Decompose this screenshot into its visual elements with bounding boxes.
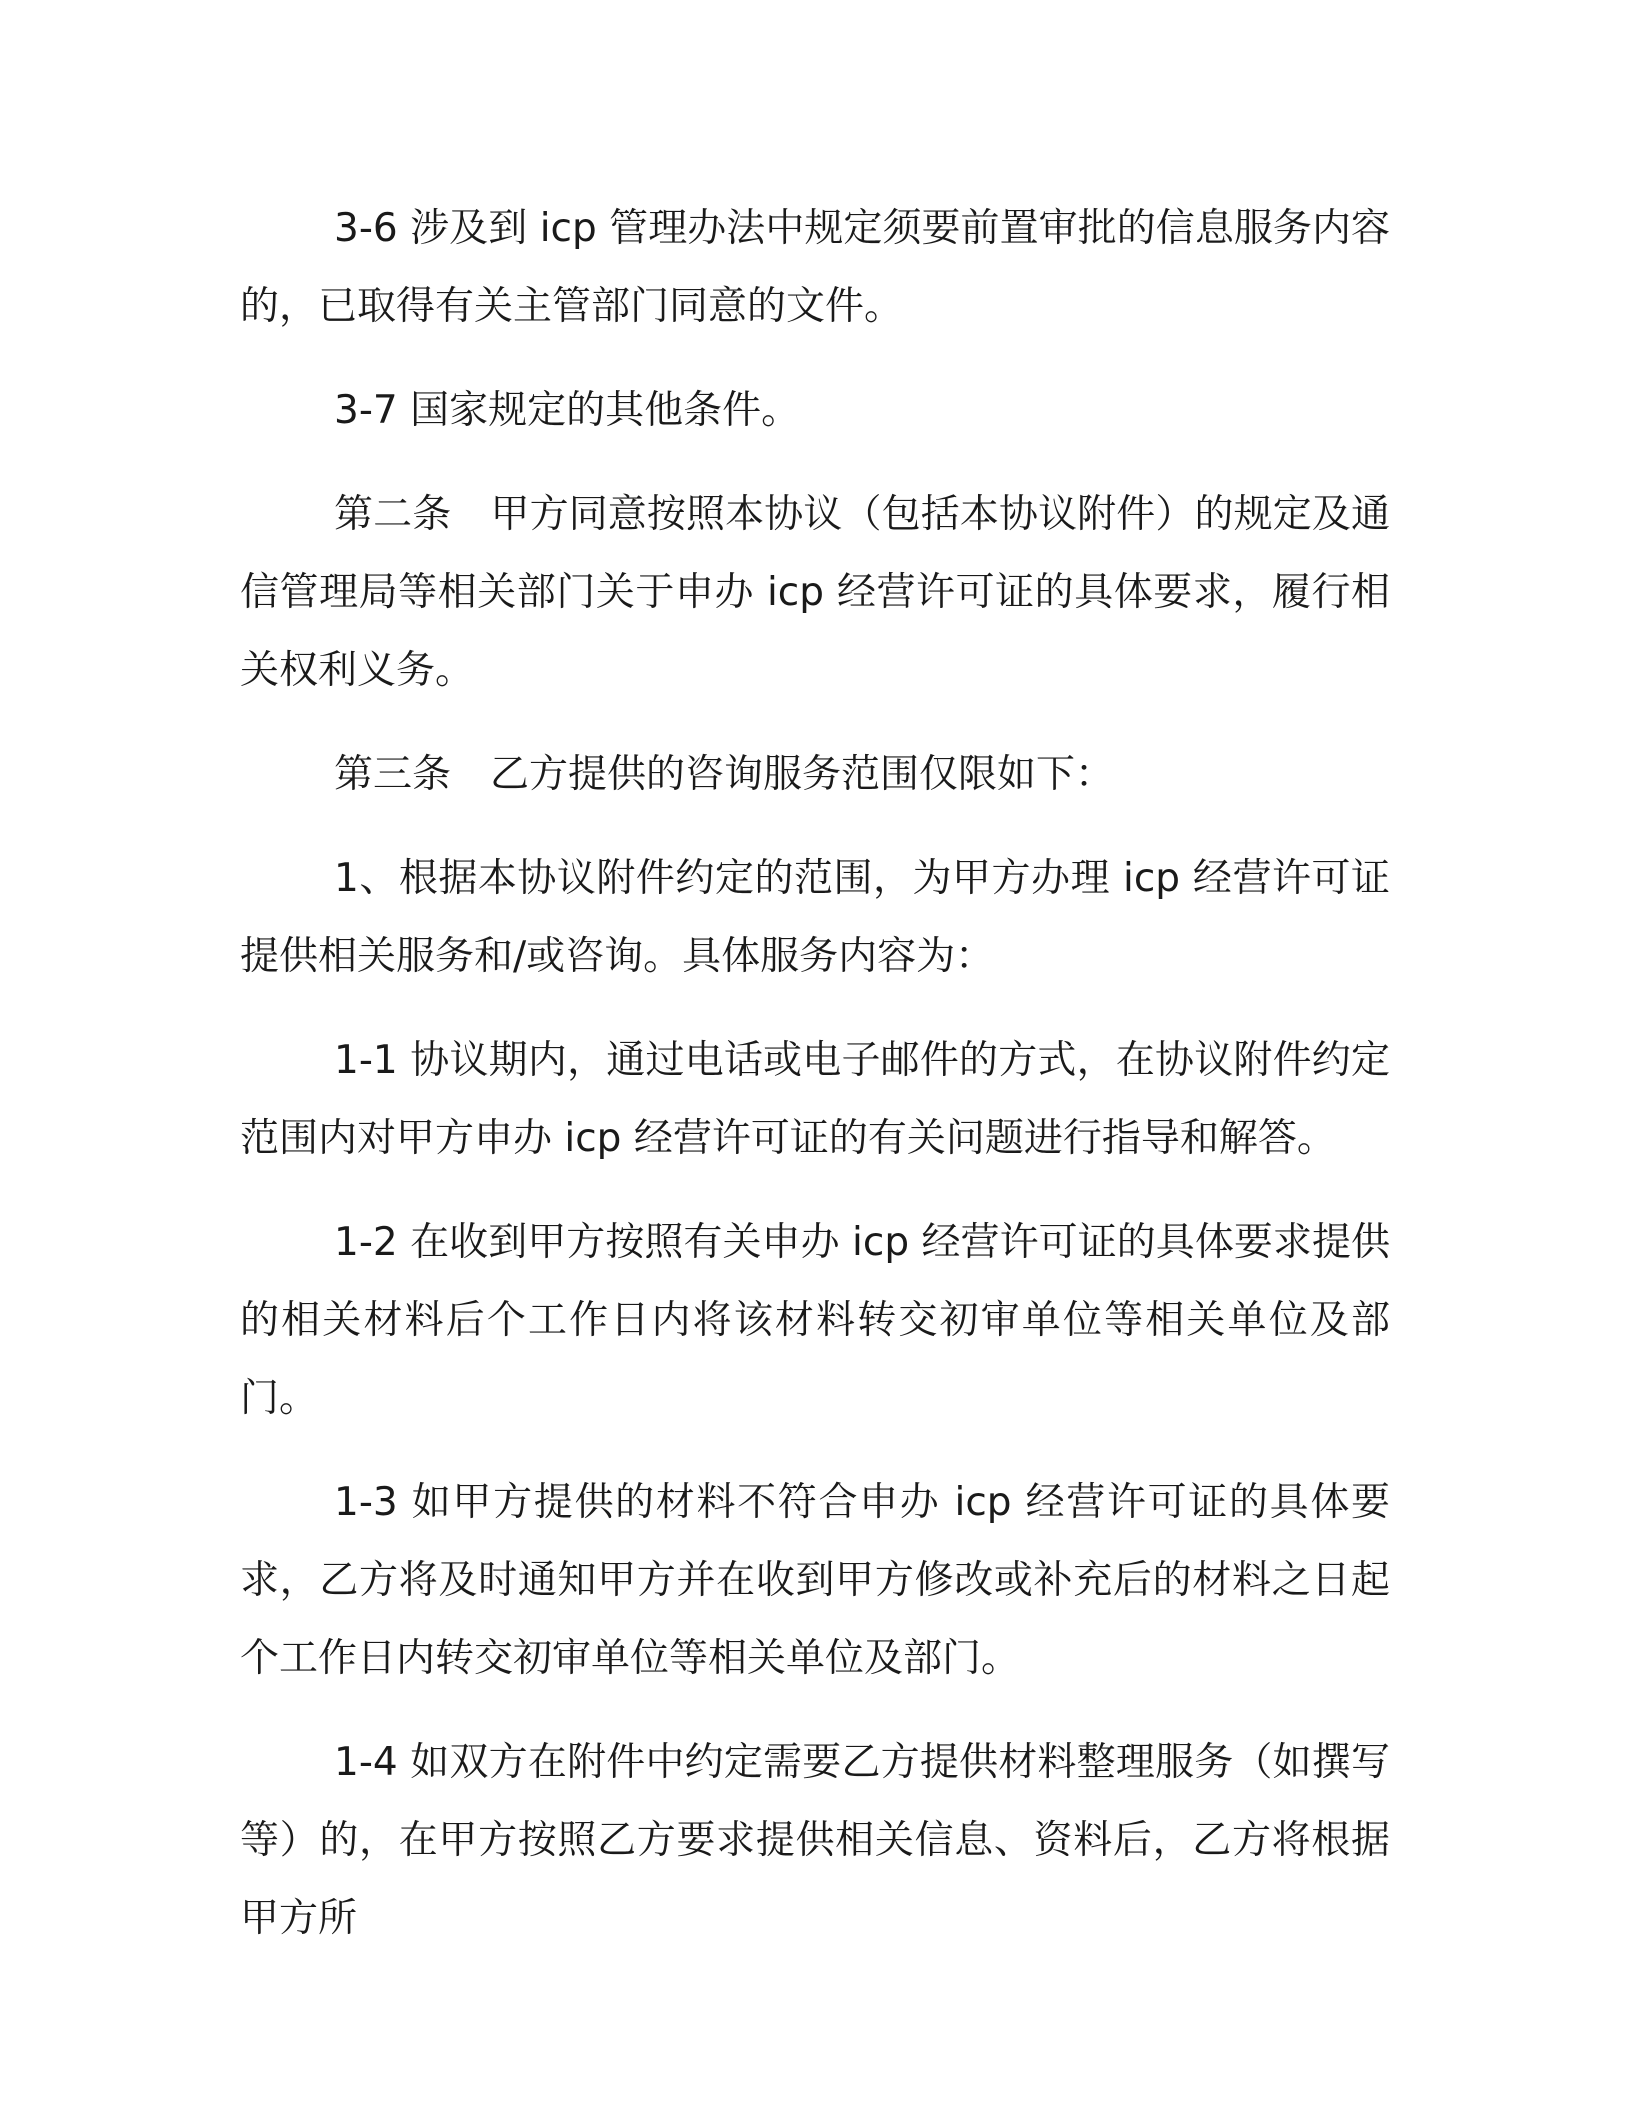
document-body (240, 190, 1390, 1984)
paragraph-item-1-3: 1-3 如甲方提供的材料不符合申办 icp 经营许可证的具体要求，乙方将及时通知甲方并在收到甲方修改或补充后的材料之日起个工作日内转交初审单位等相关单位及部门。 (240, 1480, 1390, 1681)
paragraph-item-1-1: 1-1 协议期内，通过电话或电子邮件的方式，在协议附件约定范围内对甲方申办 icp 经营许可证的有关问题进行指导和解答。 (240, 1038, 1390, 1161)
paragraph-article-3: 第三条 乙方提供的咨询服务范围仅限如下： (334, 752, 1115, 797)
paragraph-3-7: 3-7 国家规定的其他条件。 (334, 388, 801, 433)
paragraph-3-6: 3-6 涉及到 icp 管理办法中规定须要前置审批的信息服务内容的，已取得有关主管部门同意的文件。 (240, 206, 1390, 329)
paragraph-item-1-4: 1-4 如双方在附件中约定需要乙方提供材料整理服务（如撰写等）的，在甲方按照乙方要求提供相关信息、资料后，乙方将根据甲方所 (240, 1740, 1390, 1941)
paragraph-article-2: 第二条 甲方同意按照本协议（包括本协议附件）的规定及通信管理局等相关部门关于申办 icp 经营许可证的具体要求，履行相关权利义务。 (240, 492, 1390, 693)
paragraph-item-1: 1、根据本协议附件约定的范围，为甲方办理 icp 经营许可证提供相关服务和/或咨询。具体服务内容为： (240, 856, 1390, 979)
paragraph-item-1-2: 1-2 在收到甲方按照有关申办 icp 经营许可证的具体要求提供的相关材料后个工作日内将该材料转交初审单位等相关单位及部门。 (240, 1220, 1390, 1421)
